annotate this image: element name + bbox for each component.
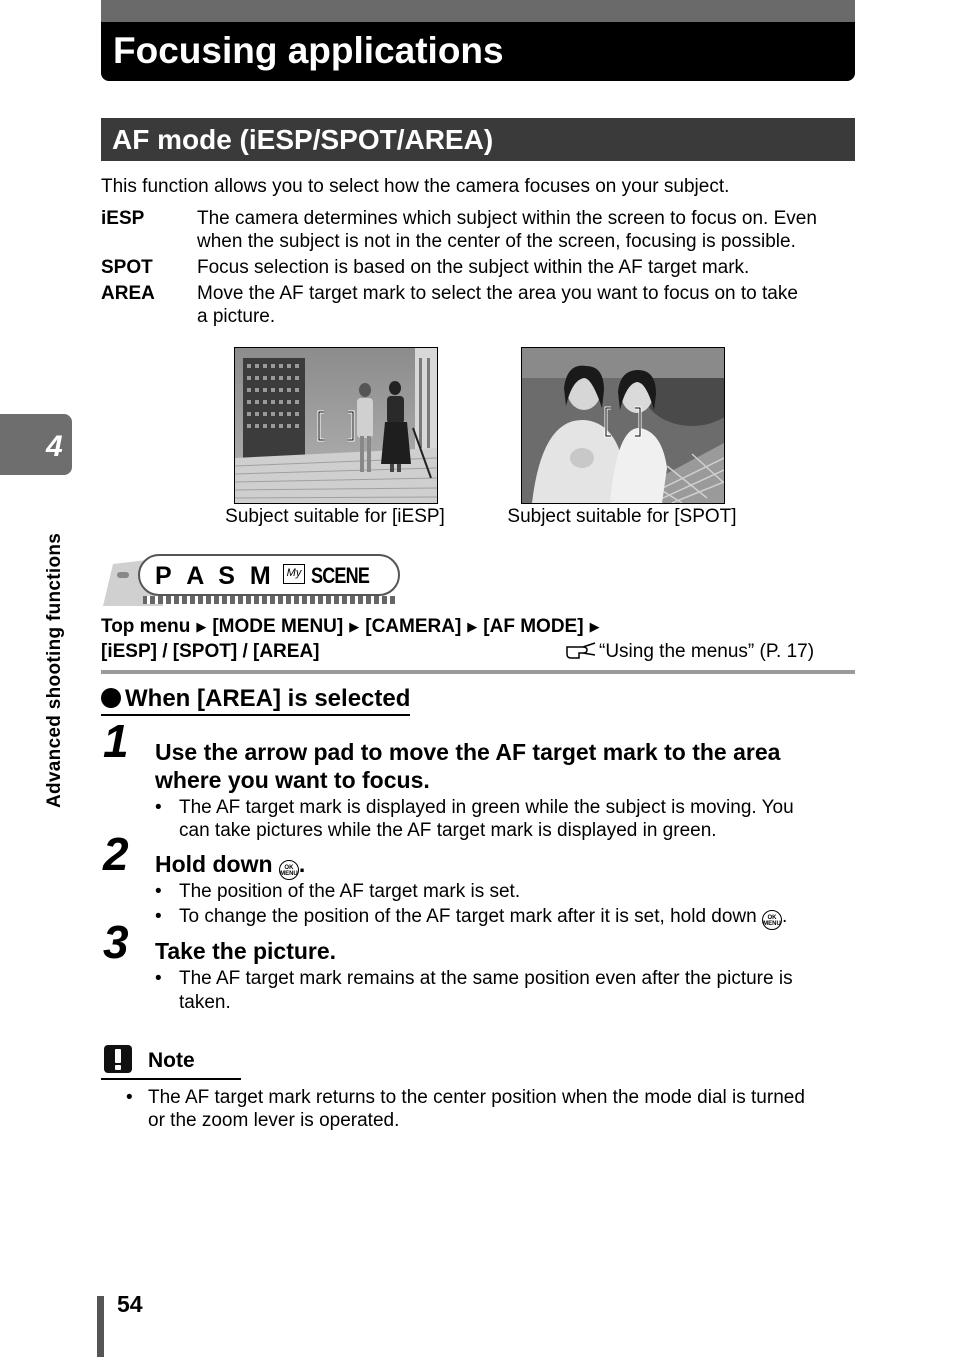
step-2-bullet-2 bbox=[155, 905, 855, 929]
mode-p: P bbox=[155, 562, 173, 590]
section-divider bbox=[101, 670, 855, 674]
chapter-label: Advanced shooting functions bbox=[44, 532, 65, 808]
chapter-number: 4 bbox=[46, 430, 63, 463]
step-number-3: 3 bbox=[103, 916, 129, 968]
step-3-bullet bbox=[155, 967, 855, 1015]
definition-desc-iesp-line1: The camera determines which subject within the screen to focus on. Even bbox=[197, 208, 817, 229]
step-2-title-text: Hold down bbox=[155, 851, 273, 877]
menu-path-line1 bbox=[101, 614, 606, 639]
page-number: 54 bbox=[117, 1291, 143, 1317]
section-heading-bar bbox=[101, 118, 855, 161]
bullet-dot: • bbox=[155, 968, 162, 989]
bullet-dot: • bbox=[155, 881, 162, 902]
step-1-bullet-line2: can take pictures while the AF target mark is displayed in green. bbox=[179, 820, 717, 841]
step-1-bullet-line1: The AF target mark is displayed in green while the subject is moving. You bbox=[179, 797, 794, 818]
mode-s: S bbox=[218, 562, 236, 590]
definition-desc-iesp-line2: when the subject is not in the center of the screen, focusing is possible. bbox=[197, 231, 796, 252]
title-stripe bbox=[101, 0, 855, 22]
bullet-dot: • bbox=[155, 797, 162, 818]
page-title: Focusing applications bbox=[113, 30, 504, 71]
ok-menu-button-icon: OK MENU bbox=[279, 860, 299, 880]
af-target-mark-icon bbox=[604, 406, 642, 438]
pointing-hand-icon bbox=[565, 639, 599, 661]
warning-icon bbox=[103, 1044, 133, 1074]
menu-reference bbox=[565, 639, 814, 664]
shooting-mode-badge bbox=[103, 552, 403, 608]
step-1-title-line2: where you want to focus. bbox=[155, 767, 430, 793]
iesp-photo-caption: Subject suitable for [iESP] bbox=[225, 506, 445, 527]
arrow-right-icon: ▶ bbox=[196, 619, 207, 634]
step-number-2: 2 bbox=[103, 828, 129, 880]
bullet-circle-icon bbox=[101, 688, 121, 708]
page-title-bar bbox=[101, 0, 855, 81]
definition-term-area: AREA bbox=[101, 283, 155, 304]
note-label: Note bbox=[148, 1049, 195, 1072]
step-2-title: Hold down OK MENU . bbox=[155, 850, 855, 880]
menu-path-af-mode: [AF MODE] bbox=[483, 616, 584, 637]
iesp-example-photo bbox=[234, 347, 438, 504]
intro-text: This function allows you to select how the camera focuses on your subject. bbox=[101, 176, 730, 197]
step-2-bullet-2-text: To change the position of the AF target mark after it is set, hold down OK MENU . bbox=[179, 905, 859, 930]
arrow-right-icon: ▶ bbox=[589, 619, 600, 634]
arrow-right-icon: ▶ bbox=[467, 619, 478, 634]
mode-scene: SCENE bbox=[311, 563, 370, 588]
section-heading: AF mode (iESP/SPOT/AREA) bbox=[112, 124, 494, 155]
menu-path-camera: [CAMERA] bbox=[365, 616, 462, 637]
chapter-tab bbox=[0, 414, 72, 475]
step-2-bullet-1-text: The position of the AF target mark is set. bbox=[179, 881, 521, 902]
arrow-right-icon: ▶ bbox=[349, 619, 360, 634]
menu-path-top-menu: Top menu bbox=[101, 616, 191, 637]
area-subheading-text: When [AREA] is selected bbox=[125, 685, 411, 712]
definition-term-spot: SPOT bbox=[101, 257, 153, 278]
step-1-bullet bbox=[155, 796, 855, 844]
mode-a: A bbox=[186, 562, 205, 590]
step-1-title-line1: Use the arrow pad to move the AF target mark to the area bbox=[155, 739, 781, 765]
step-3-title: Take the picture. bbox=[155, 938, 337, 964]
note-text-line2: or the zoom lever is operated. bbox=[148, 1110, 400, 1131]
step-3-bullet-line2: taken. bbox=[179, 992, 231, 1013]
mode-m: M bbox=[249, 562, 272, 590]
definition-desc-area-line1: Move the AF target mark to select the area you want to focus on to take bbox=[197, 283, 798, 304]
step-number-1: 1 bbox=[103, 715, 129, 767]
step-3-bullet-line1: The AF target mark remains at the same position even after the picture is bbox=[179, 968, 793, 989]
note-header bbox=[101, 1044, 241, 1080]
note-text-line1: The AF target mark returns to the center position when the mode dial is turned bbox=[148, 1087, 805, 1108]
spot-photo-caption: Subject suitable for [SPOT] bbox=[507, 506, 737, 527]
page-number-bar bbox=[97, 1296, 104, 1357]
bullet-dot: • bbox=[126, 1087, 133, 1108]
definition-term-iesp: iESP bbox=[101, 208, 145, 229]
ok-menu-button-icon: OK MENU bbox=[762, 910, 782, 930]
definition-desc-area-line2: a picture. bbox=[197, 306, 276, 327]
menu-path-line2: [iESP] / [SPOT] / [AREA] bbox=[101, 641, 320, 662]
menu-path-mode-menu: [MODE MENU] bbox=[212, 616, 344, 637]
step-2-bullet-1 bbox=[155, 880, 855, 904]
bullet-dot: • bbox=[155, 906, 162, 927]
spot-example-photo bbox=[521, 347, 725, 504]
menu-reference-text: “Using the menus” (P. 17) bbox=[599, 641, 815, 662]
af-target-mark-icon bbox=[317, 410, 355, 442]
area-subheading bbox=[101, 685, 410, 716]
definition-desc-spot: Focus selection is based on the subject within the AF target mark. bbox=[197, 257, 750, 278]
mode-my-icon: My bbox=[283, 564, 305, 584]
